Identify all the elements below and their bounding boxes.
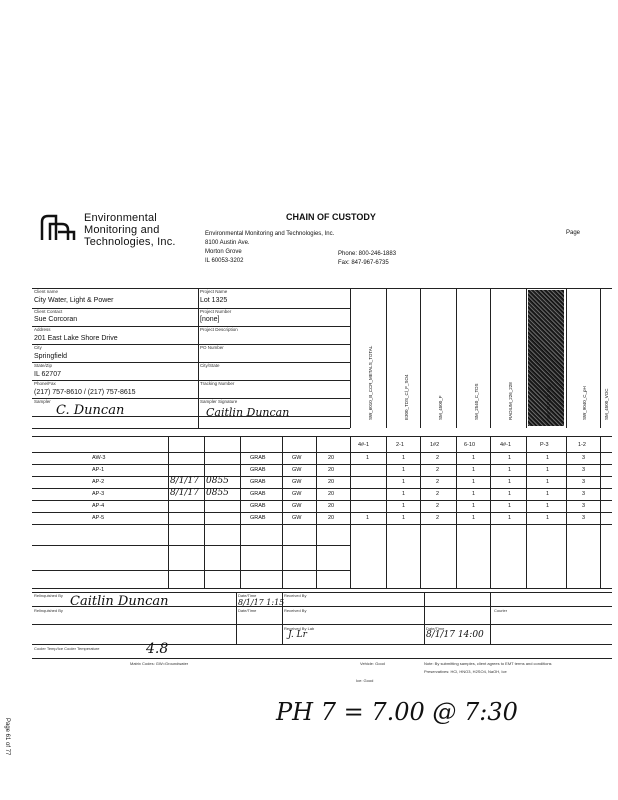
page-label: Page: [566, 230, 581, 236]
relinquished-signature: Caitlin Duncan: [70, 594, 169, 609]
sampler-signature: C. Duncan: [56, 403, 125, 418]
lab-contact: Phone: 800-246-1883 Fax: 847-967-6735: [338, 251, 397, 266]
company-name: Environmental Monitoring and Technologies, Inc.: [84, 212, 176, 248]
project-signature: Caitlin Duncan: [206, 406, 290, 419]
page-number-side: Page 61 of 77: [4, 718, 10, 756]
lab-address: Environmental Monitoring and Technologies, Inc. 8100 Austin Ave. Morton Grove IL 60053-3202: [205, 231, 335, 264]
emt-logo-icon: [40, 212, 76, 242]
document-title: CHAIN OF CUSTODY: [286, 212, 376, 222]
ph-note: PH 7 = 7.00 @ 7:30: [276, 698, 518, 726]
